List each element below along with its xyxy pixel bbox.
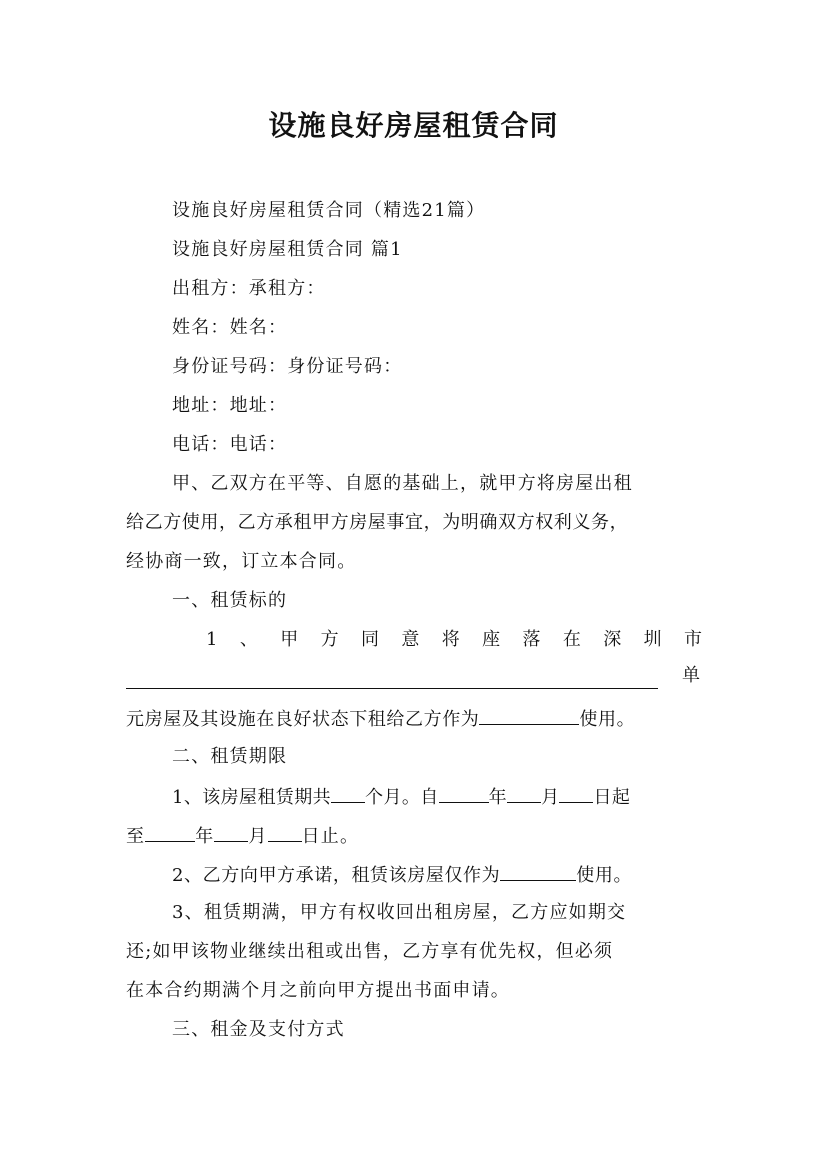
justified-char: 、 xyxy=(239,629,258,650)
chapter-heading: 设施良好房屋租赁合同 篇1 xyxy=(172,239,403,260)
parties-line: 出租方：承租方： xyxy=(172,278,326,299)
text-segment: 使用。 xyxy=(576,865,633,886)
addresses-line: 地址：地址： xyxy=(172,395,288,416)
text-segment: 日止。 xyxy=(301,826,360,847)
months-blank xyxy=(331,783,365,803)
section-1-item-1-line-3 xyxy=(126,705,706,733)
address-blank-line xyxy=(126,688,658,689)
start-day-blank xyxy=(559,783,593,803)
start-month-blank xyxy=(507,783,541,803)
text-segment: 使用。 xyxy=(579,709,636,730)
document-title: 设施良好房屋租赁合同 xyxy=(268,109,559,142)
section-1-heading: 一、租赁标的 xyxy=(172,590,288,611)
text-segment: 月 xyxy=(248,826,268,847)
unit-text: 单 xyxy=(682,665,700,686)
justified-char: 座 xyxy=(482,629,501,650)
justified-char: 意 xyxy=(401,629,420,650)
section-2-heading: 二、租赁期限 xyxy=(172,746,288,767)
start-year-blank xyxy=(439,783,489,803)
names-line: 姓名：姓名： xyxy=(172,317,288,338)
id-numbers-line: 身份证号码：身份证号码： xyxy=(172,356,403,377)
text-segment: 至 xyxy=(126,826,146,847)
justified-char: 市 xyxy=(683,629,702,650)
section-3-heading: 三、租金及支付方式 xyxy=(172,1019,345,1040)
justified-char: 深 xyxy=(603,629,622,650)
phones-line: 电话：电话： xyxy=(172,434,288,455)
section-1-item-1-line-1 xyxy=(206,627,702,653)
text-segment: 个月。自 xyxy=(365,787,439,808)
text-segment: 1、该房屋租赁期共 xyxy=(172,787,332,808)
text-segment: 年 xyxy=(488,787,508,808)
text-segment: 日起 xyxy=(593,787,631,808)
section-2-item-3-line-2: 还;如甲该物业继续出租或出售，乙方享有优先权，但必须 xyxy=(126,941,614,962)
justified-char: 圳 xyxy=(643,629,662,650)
intro-paragraph-line-3: 经协商一致，订立本合同。 xyxy=(126,551,357,572)
end-day-blank xyxy=(268,822,302,842)
purpose-blank xyxy=(500,861,576,881)
justified-char: 在 xyxy=(562,629,581,650)
justified-char: 将 xyxy=(441,629,460,650)
intro-paragraph-line-2: 给乙方使用，乙方承租甲方房屋事宜，为明确双方权利义务， xyxy=(126,512,629,533)
section-2-item-3-line-3: 在本合约期满个月之前向甲方提出书面申请。 xyxy=(126,980,510,1001)
document-subtitle: 设施良好房屋租赁合同（精选21篇） xyxy=(172,200,486,221)
text-segment: 2、乙方向甲方承诺，租赁该房屋仅作为 xyxy=(172,865,501,886)
justified-char: 1 xyxy=(206,629,218,650)
justified-char: 落 xyxy=(522,629,541,650)
justified-char: 同 xyxy=(360,629,379,650)
section-2-item-3-line-1: 3、租赁期满，甲方有权收回出租房屋，乙方应如期交 xyxy=(172,902,627,923)
text-segment: 元房屋及其设施在良好状态下租给乙方作为 xyxy=(126,709,480,730)
end-month-blank xyxy=(214,822,248,842)
intro-paragraph-line-1: 甲、乙双方在平等、自愿的基础上，就甲方将房屋出租 xyxy=(172,473,633,494)
section-2-item-2 xyxy=(172,861,706,889)
section-2-item-1-line-1 xyxy=(172,783,706,811)
section-2-item-1-line-2 xyxy=(126,822,706,850)
text-segment: 年 xyxy=(195,826,215,847)
justified-char: 甲 xyxy=(280,629,299,650)
justified-char: 方 xyxy=(320,629,339,650)
end-year-blank xyxy=(145,822,195,842)
usage-blank xyxy=(479,705,579,725)
text-segment: 月 xyxy=(541,787,560,808)
